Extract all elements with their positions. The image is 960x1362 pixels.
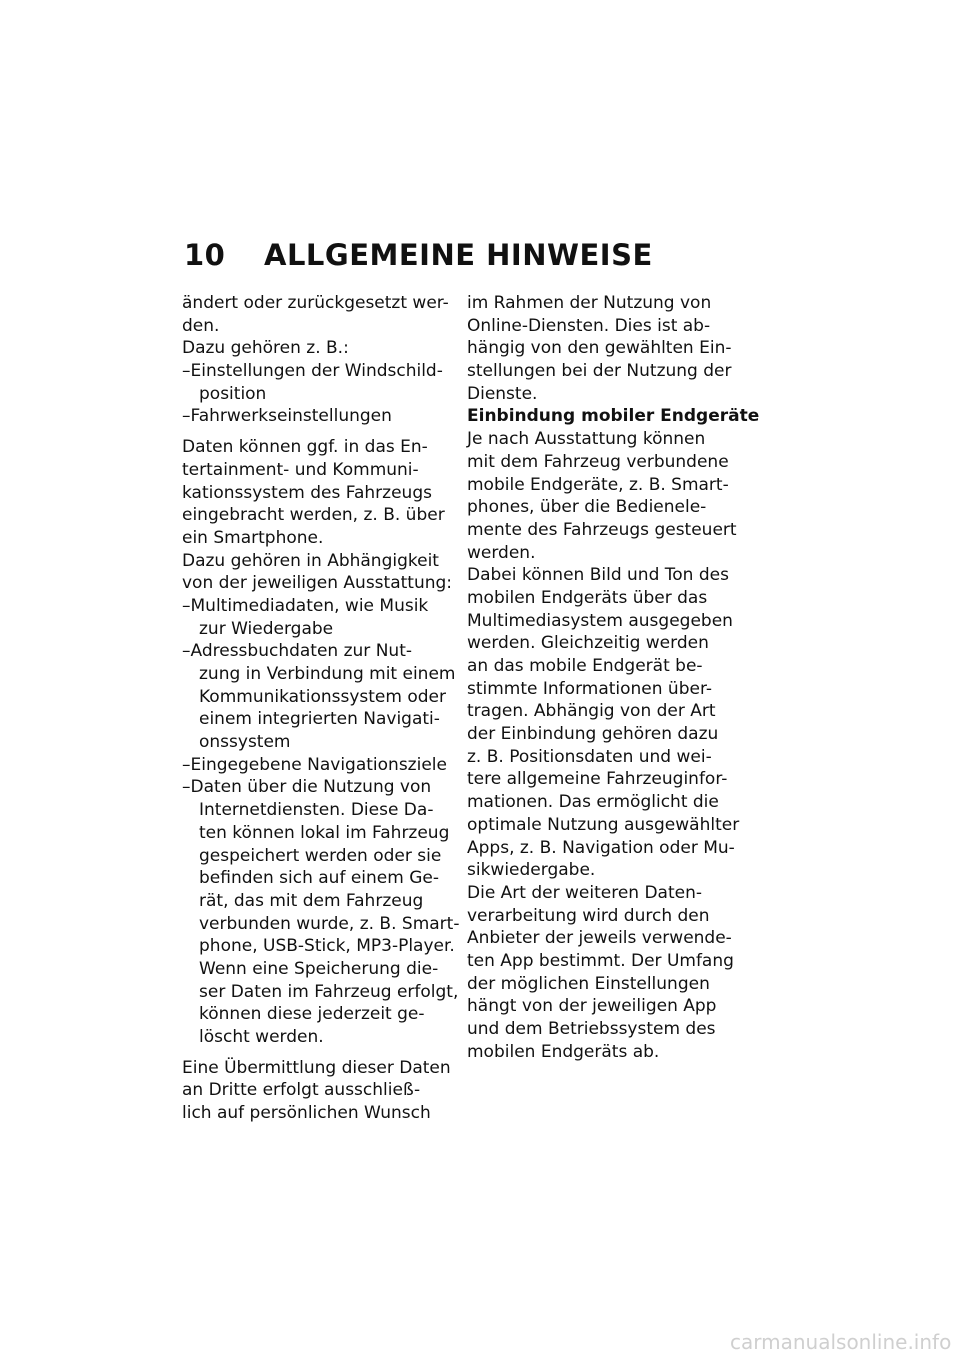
text-line: sikwiedergabe. [467,860,596,881]
text-line: Kommunikationssystem oder [199,686,446,707]
chapter-number: 10 [184,238,226,272]
text-line: stimmte Informationen über- [467,678,712,699]
text-line: an das mobile Endgerät be- [467,656,703,676]
text-line: können diese jederzeit ge- [199,1004,425,1025]
text-line: und dem Betriebssystem des [467,1019,716,1039]
text-line: Dienste. [467,383,538,404]
text-line: Multimediasystem ausgegeben [467,610,733,631]
text-line: phones, über die Bedienele- [467,497,707,518]
text-line: Dazu gehören z. B.: [182,338,349,359]
paragraph-gap [182,428,454,436]
text-line: mationen. Das ermöglicht die [467,792,719,813]
text-line: gespeichert werden oder sie [199,845,442,866]
page-header [184,238,653,272]
watermark: carmanualsonline.info [730,1330,952,1354]
text-line: mente des Fahrzeugs gesteuert [467,519,737,540]
chapter-title: ALLGEMEINE HINWEISE [264,238,653,272]
text-line: Dazu gehören in Abhängigkeit [182,550,439,571]
text-line: ten App bestimmt. Der Umfang [467,950,734,971]
text-line: stellungen bei der Nutzung der [467,361,732,382]
text-line: Je nach Ausstattung können [467,429,706,450]
text-line: verbunden wurde, z. B. Smart- [199,913,460,934]
text-line: mit dem Fahrzeug verbundene [467,451,729,472]
text-line: verarbeitung wird durch den [467,905,710,926]
right-text-column [467,292,760,1063]
text-line: optimale Nutzung ausgewählter [467,814,740,835]
text-line: –Eingegebene Navigationsziele [182,754,447,775]
text-line: –Adressbuchdaten zur Nut- [182,641,412,662]
section-heading: Einbindung mobiler Endgeräte [467,406,760,427]
text-line: an Dritte erfolgt ausschließ- [182,1080,421,1101]
text-line: eingebracht werden, z. B. über [182,505,445,526]
text-line: einem integrierten Navigati- [199,709,440,730]
text-line: mobilen Endgeräts ab. [467,1041,660,1062]
text-line: phone, USB-Stick, MP3-Player. [199,936,455,957]
text-line: von der jeweiligen Ausstattung: [182,573,453,594]
text-line: tere allgemeine Fahrzeuginfor- [467,769,728,790]
left-text-column [182,292,460,1125]
text-line: hängig von den gewählten Ein- [467,338,732,359]
text-line: Online-Diensten. Dies ist ab- [467,315,711,336]
text-line: ten können lokal im Fahrzeug [199,822,450,843]
text-line: ändert oder zurückgesetzt wer- [182,293,449,313]
text-line: im Rahmen der Nutzung von [467,293,712,313]
text-line: z. B. Positionsdaten und wei- [467,746,712,767]
text-line: werden. Gleichzeitig werden [467,633,709,654]
text-line: hängt von der jeweiligen App [467,996,717,1017]
text-line: Anbieter der jeweils verwende- [467,928,732,949]
text-line: der möglichen Einstellungen [467,973,710,994]
text-line: zur Wiedergabe [199,618,334,639]
text-line: werden. [467,542,536,563]
text-line: position [199,383,267,404]
text-line: zung in Verbindung mit einem [199,664,456,684]
text-line: tragen. Abhängig von der Art [467,701,716,722]
text-line: ein Smartphone. [182,527,324,548]
text-line: Internetdiensten. Diese Da- [199,800,434,821]
text-line: Eine Übermittlung dieser Daten [182,1057,451,1078]
text-line: mobilen Endgeräts über das [467,587,708,608]
text-line: Die Art der weiteren Daten- [467,882,703,903]
text-line: befinden sich auf einem Ge- [199,868,439,889]
text-line: tertainment- und Kommuni- [182,459,419,480]
text-line: löscht werden. [199,1027,324,1047]
text-line: –Fahrwerkseinstellungen [182,406,392,427]
text-line: rät, das mit dem Fahrzeug [199,890,424,911]
text-line: Wenn eine Speicherung die- [199,958,439,979]
text-line: kationssystem des Fahrzeugs [182,482,432,503]
text-line: den. [182,315,220,336]
text-line: onssystem [199,732,291,753]
text-line: –Multimediadaten, wie Musik [182,595,429,616]
paragraph-gap [182,1049,454,1057]
text-line: Daten können ggf. in das En- [182,437,428,458]
text-line: mobile Endgeräte, z. B. Smart- [467,474,729,495]
text-line: Dabei können Bild und Ton des [467,565,729,586]
text-line: –Einstellungen der Windschild- [182,361,443,382]
text-line: Apps, z. B. Navigation oder Mu- [467,837,735,858]
text-line: ser Daten im Fahrzeug erfolgt, [199,981,459,1002]
text-line: lich auf persönlichen Wunsch [182,1103,431,1124]
text-line: der Einbindung gehören dazu [467,724,719,745]
text-line: –Daten über die Nutzung von [182,777,432,798]
